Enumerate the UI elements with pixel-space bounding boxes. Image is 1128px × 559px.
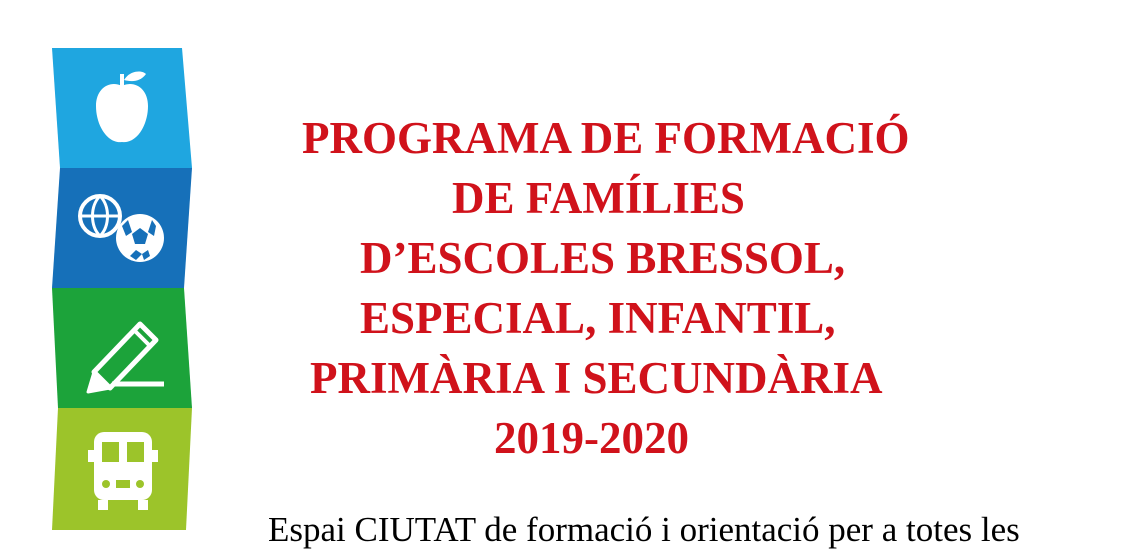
logo-tile-pencil [52, 288, 192, 408]
title-line-1: PROGRAMA DE FORMACIÓ [302, 113, 910, 163]
title-line-5: PRIMÀRIA I SECUNDÀRIA [310, 353, 883, 403]
title-line-3: D’ESCOLES BRESSOL, [360, 233, 846, 283]
subtitle-text: Espai CIUTAT de formació i orientació per a totes les [268, 510, 1020, 549]
title-line-6: 2019-2020 [494, 413, 689, 463]
school-logo [52, 48, 197, 530]
title-line-4: ESPECIAL, INFANTIL, [360, 293, 836, 343]
title-line-2: DE FAMÍLIES [452, 173, 745, 223]
school-logo-graphic [52, 48, 197, 530]
bus-icon [88, 432, 158, 510]
